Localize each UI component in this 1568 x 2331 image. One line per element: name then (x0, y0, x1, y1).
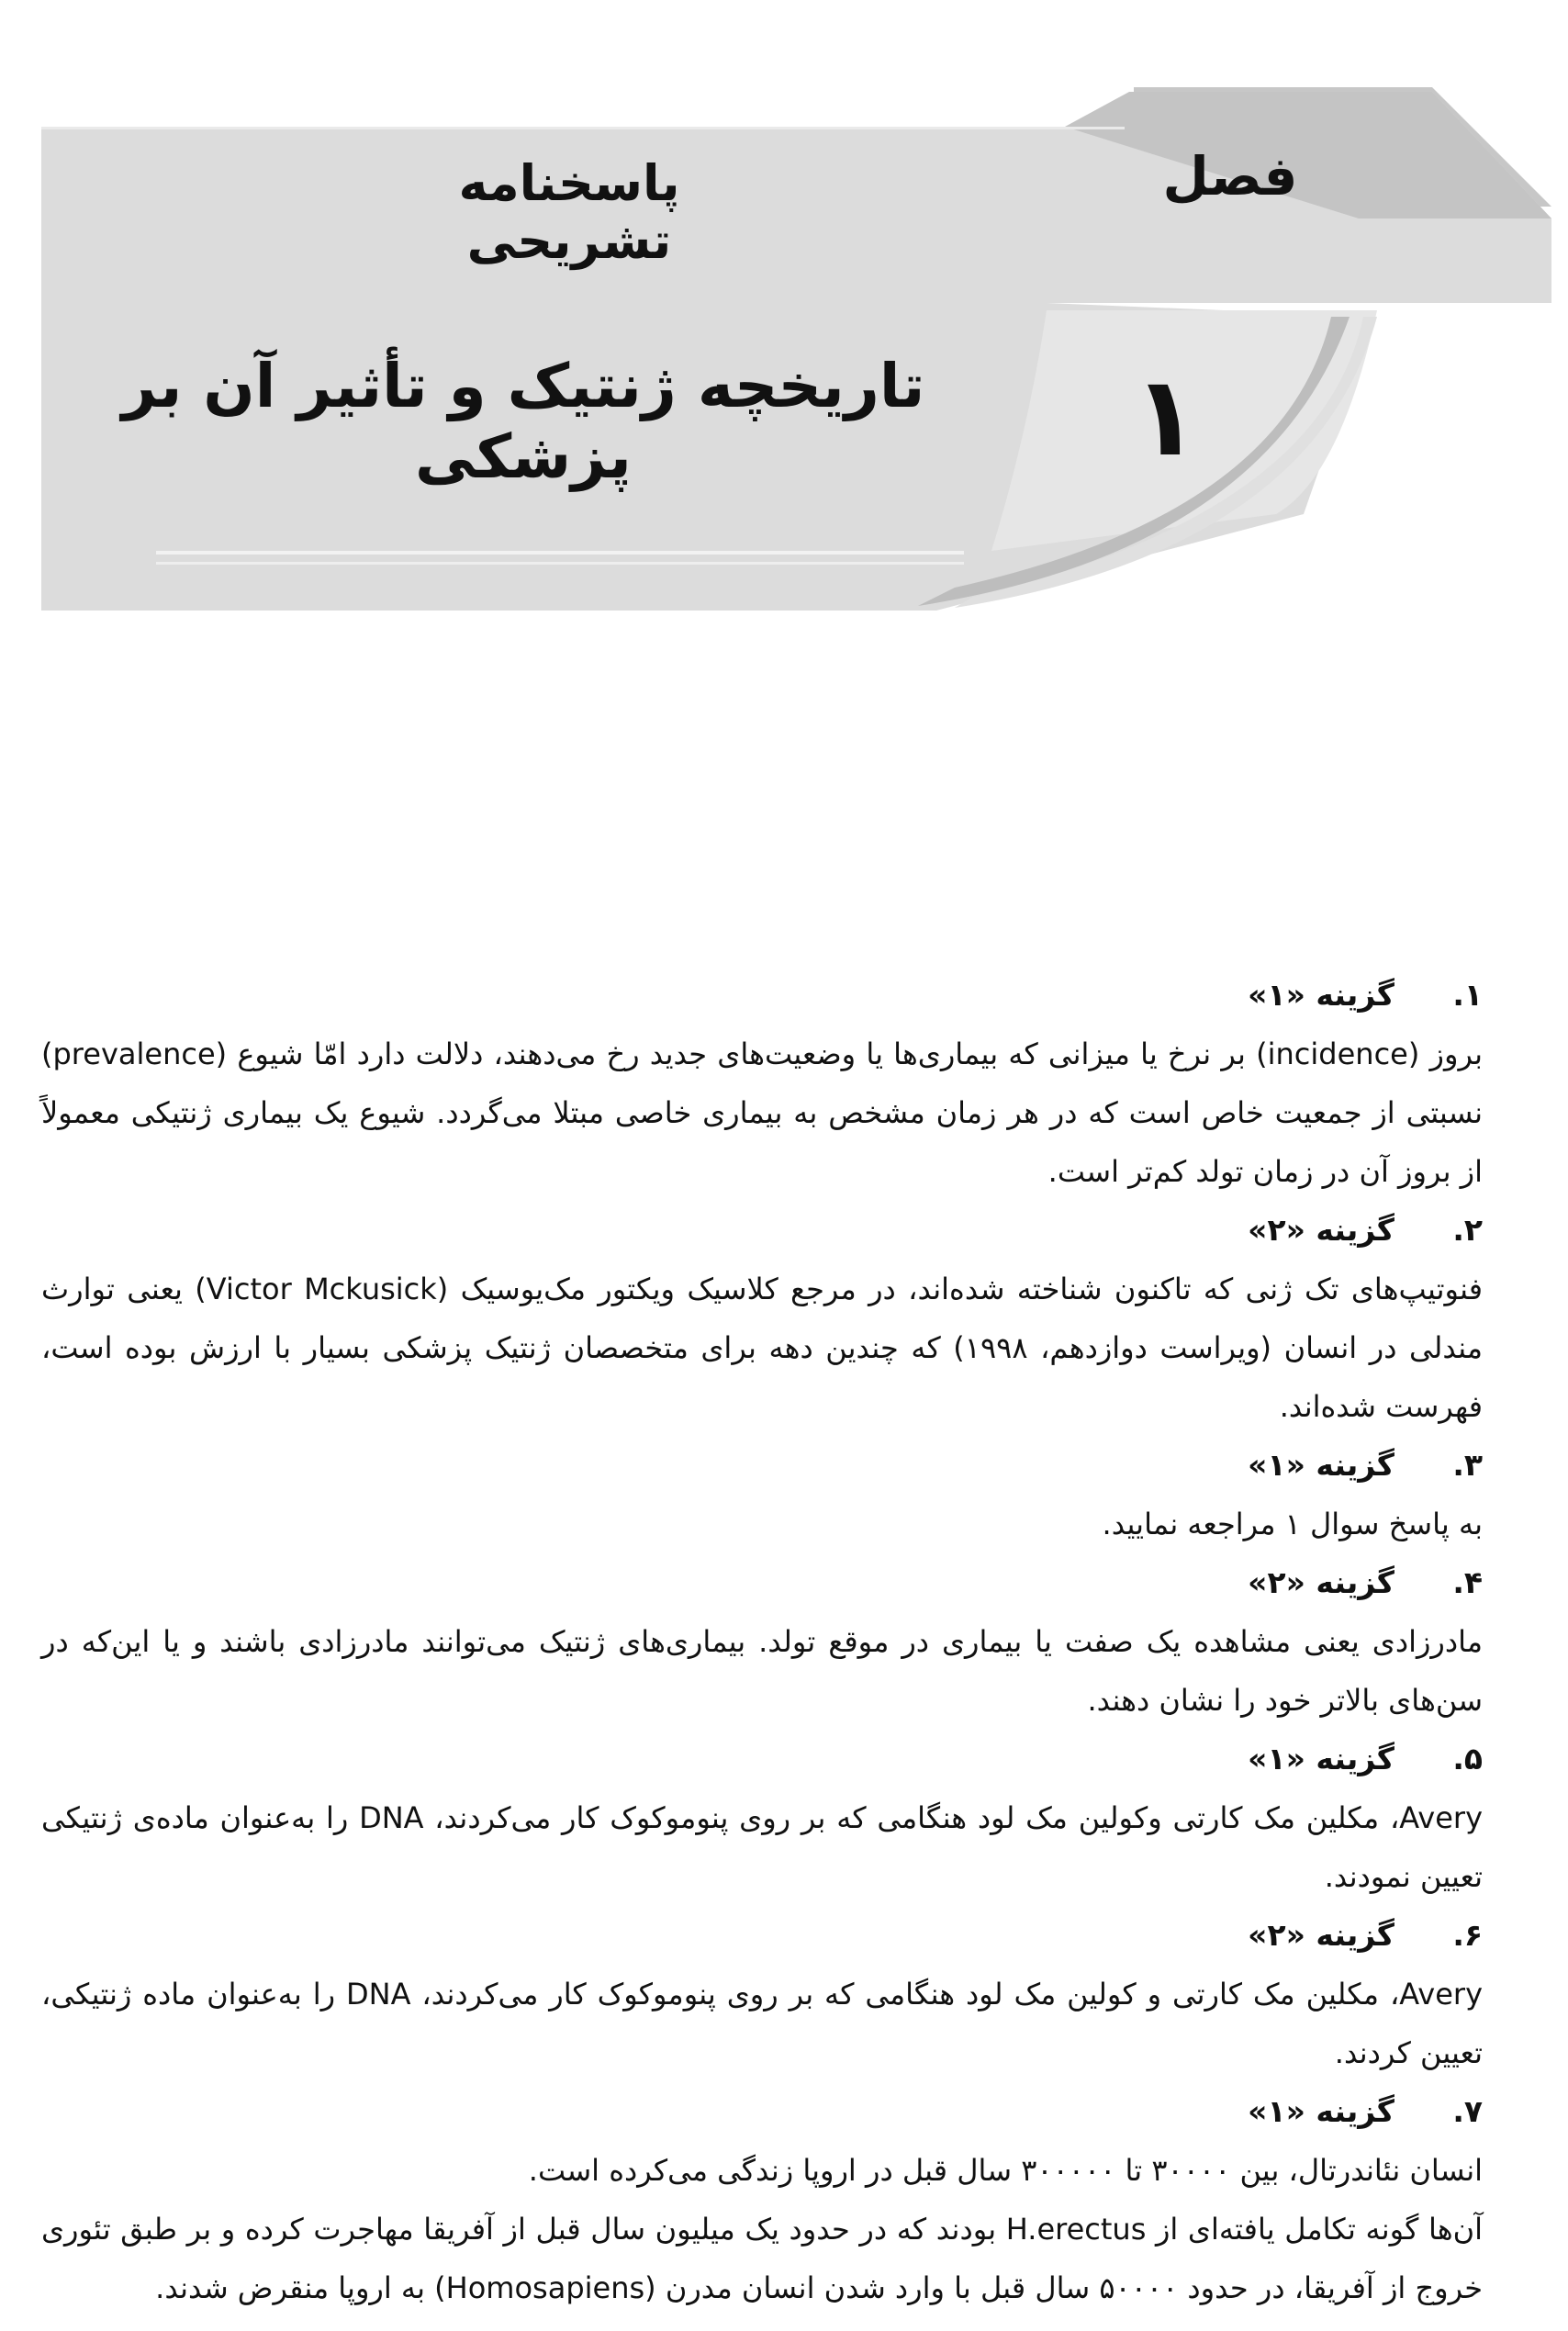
answer-number: .۷ (1452, 2093, 1483, 2129)
answer-header (41, 1553, 1483, 1612)
answer-2 (41, 1201, 1483, 1436)
answer-number: .۳ (1452, 1447, 1483, 1483)
answer-1 (41, 966, 1483, 1201)
answer-body (41, 1965, 1483, 2082)
answer-label: گزینه «۱» (1248, 977, 1394, 1013)
answer-label: گزینه «۲» (1248, 1564, 1394, 1600)
chapter-word: فصل (1162, 145, 1298, 207)
answer-header (41, 1201, 1483, 1260)
chapter-title: تاریخچه ژنتیک و تأثیر آن بر پزشکی (121, 351, 925, 492)
answer-label: گزینه «۲» (1248, 1212, 1394, 1248)
answer-6 (41, 1906, 1483, 2082)
answer-label: گزینه «۱» (1248, 1447, 1394, 1483)
answer-paragraph: Avery، مکلین مک کارتی و کولین مک لود هنگامی که بر روی پنوموکوک کار می‌کردند، DNA را به‌عنوان ماده ژنتیکی، تعیین کردند. (41, 1977, 1484, 2070)
chapter-number: ۱ (1132, 353, 1200, 481)
answer-7 (41, 2082, 1483, 2317)
answer-number: .۱ (1452, 977, 1483, 1013)
answer-label: گزینه «۲» (1248, 1917, 1394, 1953)
answer-number: .۲ (1452, 1212, 1483, 1248)
answer-header (41, 1906, 1483, 1965)
answer-body (41, 1495, 1483, 1553)
answer-body (41, 2141, 1483, 2317)
answer-3 (41, 1436, 1483, 1553)
answer-paragraph: Avery، مکلین مک کارتی وکولین مک لود هنگامی که بر روی پنوموکوک کار می‌کردند، DNA را به‌عنوان ماده‌ی ژنتیکی تعیین نمودند. (41, 1800, 1483, 1894)
answer-number: .۴ (1452, 1564, 1483, 1600)
answer-paragraph: بروز (incidence) بر نرخ یا میزانی که بیماری‌ها یا وضعیت‌های جدید رخ می‌دهند، دلالت دارد امّا شیوع (prevalence) نسبتی از جمعیت خاص است که در هر زمان مشخص به بیماری خاصی مبتلا می‌گردد. شیوع یک بیماری ژنتیکی معمولاً از بروز آن در زمان تولد کم‌تر است. (41, 1037, 1484, 1189)
answer-paragraph: انسان نئاندرتال، بین ۳۰۰۰۰ تا ۳۰۰۰۰۰ سال قبل در اروپا زندگی می‌کرده است. (528, 2153, 1483, 2188)
chapter-banner (0, 0, 1568, 643)
answer-body (41, 1788, 1483, 1906)
answer-header (41, 2082, 1483, 2141)
answer-header (41, 1730, 1483, 1788)
answer-paragraph: فنوتیپ‌های تک ژنی که تاکنون شناخته شده‌اند، در مرجع کلاسیک ویکتور مک‌یوسیک (Victor Mckusick) یعنی توارث مندلی در انسان (ویراست دوازدهم، ۱۹۹۸) که چندین دهه برای متخصصان ژنتیک پزشکی بسیار با ارزش بوده است، فهرست شده‌اند. (41, 1272, 1484, 1424)
answer-body (41, 1025, 1483, 1201)
answer-number: .۶ (1452, 1917, 1483, 1953)
answer-label: گزینه «۱» (1248, 2093, 1394, 2129)
banner-graphic (0, 0, 1568, 643)
answer-header (41, 1436, 1483, 1495)
answer-label: گزینه «۱» (1248, 1741, 1394, 1776)
answer-body (41, 1260, 1483, 1436)
answer-number: .۵ (1452, 1741, 1483, 1776)
answer-5 (41, 1730, 1483, 1906)
answer-body (41, 1612, 1483, 1730)
answer-header (41, 966, 1483, 1025)
answer-4 (41, 1553, 1483, 1730)
answers-title: پاسخنامه تشریحی (458, 154, 680, 270)
answer-paragraph: به پاسخ سوال ۱ مراجعه نمایید. (1102, 1507, 1483, 1541)
answer-paragraph: مادرزادی یعنی مشاهده یک صفت یا بیماری در موقع تولد. بیماری‌های ژنتیک می‌توانند مادرزادی باشند و یا این‌که در سن‌های بالاتر خود را نشان دهند. (41, 1624, 1483, 1718)
answer-paragraph: آن‌ها گونه تکامل یافته‌ای از H.erectus بودند که در حدود یک میلیون سال قبل از آفریقا مهاجرت کرده و بر طبق تئوری خروج از آفریقا، در حدود ۵۰۰۰۰ سال قبل با وارد شدن انسان مدرن (Homosapiens) به اروپا منقرض شدند. (41, 2212, 1484, 2305)
answers-list (41, 966, 1483, 2317)
